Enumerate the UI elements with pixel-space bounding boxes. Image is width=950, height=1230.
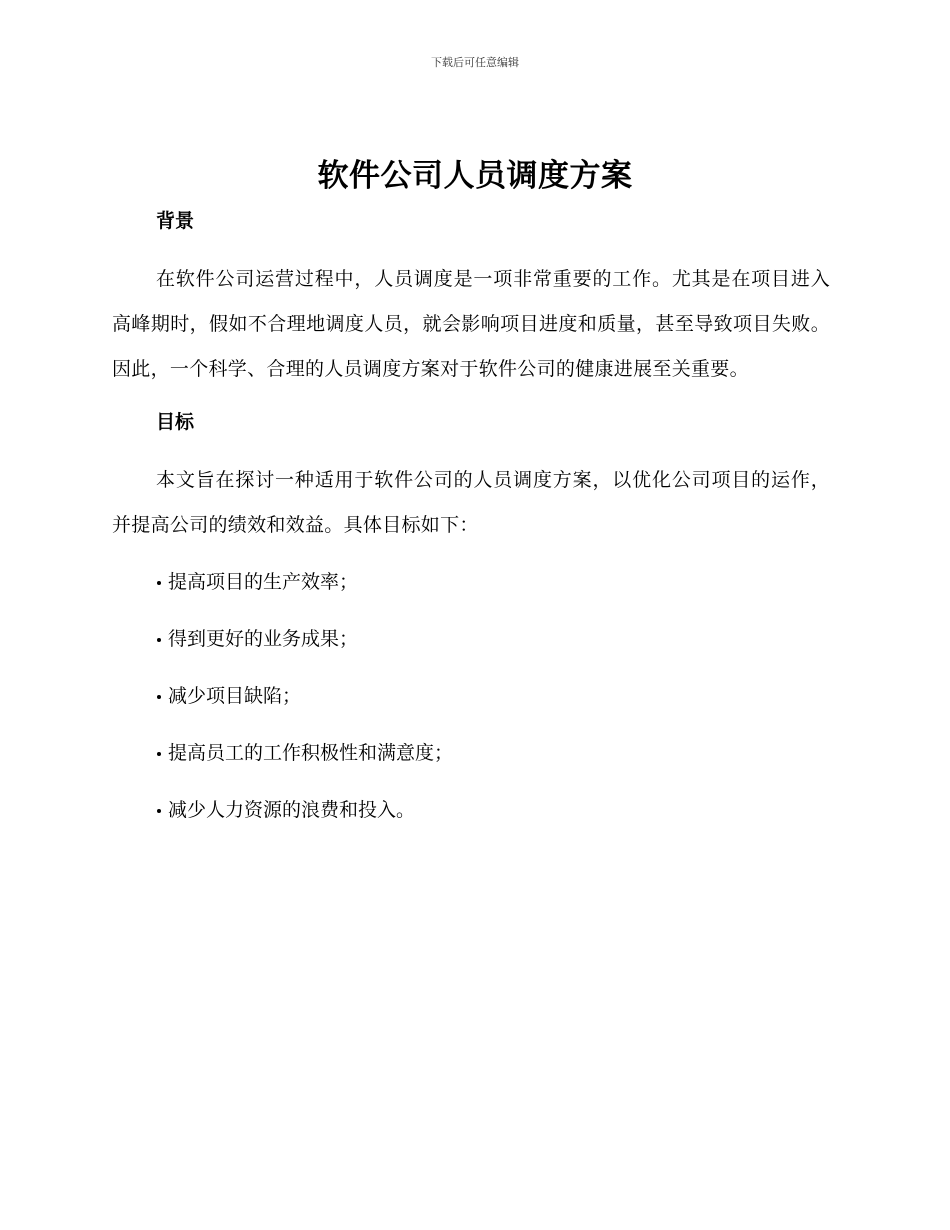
bullet-icon bbox=[157, 638, 161, 642]
bullet-icon bbox=[157, 581, 161, 585]
header-note: 下载后可任意编辑 bbox=[431, 56, 519, 69]
list-item-text: 减少人力资源的浪费和投入。 bbox=[168, 799, 416, 821]
document-body bbox=[112, 204, 830, 839]
document-title: 软件公司人员调度方案 bbox=[317, 158, 633, 194]
list-item-text: 减少项目缺陷； bbox=[168, 685, 302, 707]
list-item-text: 提高项目的生产效率； bbox=[168, 571, 359, 593]
goals-list bbox=[112, 554, 830, 839]
list-item-text: 提高员工的工作积极性和满意度； bbox=[168, 742, 454, 764]
list-item bbox=[156, 554, 830, 611]
bullet-icon bbox=[157, 752, 161, 756]
list-item bbox=[156, 668, 830, 725]
bullet-icon bbox=[157, 695, 161, 699]
bullet-icon bbox=[157, 809, 161, 813]
list-item-text: 得到更好的业务成果； bbox=[168, 628, 359, 650]
background-paragraph: 在软件公司运营过程中，人员调度是一项非常重要的工作。尤其是在项目进入高峰期时，假如不合理地调度人员，就会影响项目进度和质量，甚至导致项目失败。因此，一个科学、合理的人员调度方案对于软件公司的健康进展至关重要。 bbox=[112, 268, 830, 380]
list-item bbox=[156, 725, 830, 782]
list-item bbox=[156, 782, 830, 839]
section-heading-goals: 目标 bbox=[156, 411, 195, 433]
section-heading-background: 背景 bbox=[156, 210, 195, 232]
list-item bbox=[156, 611, 830, 668]
goals-paragraph: 本文旨在探讨一种适用于软件公司的人员调度方案，以优化公司项目的运作，并提高公司的绩效和效益。具体目标如下： bbox=[112, 469, 830, 536]
